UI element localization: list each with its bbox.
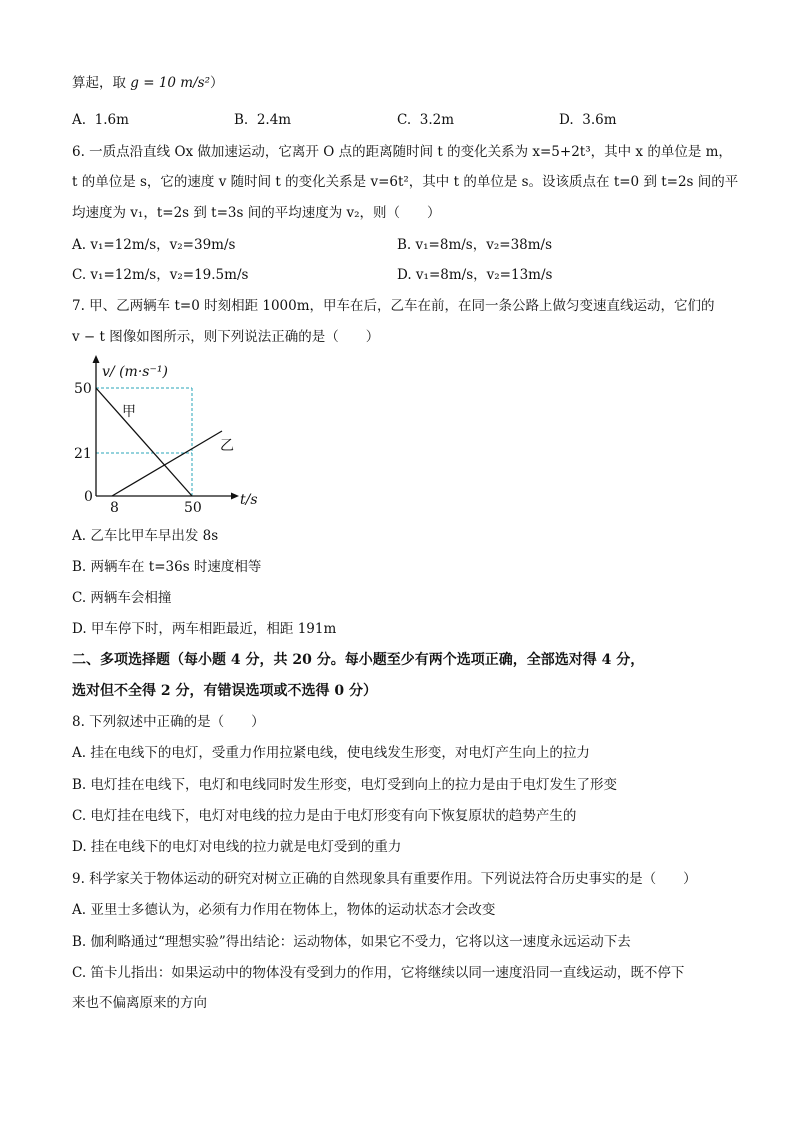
q6-option-c: C. v₁=12m/s，v₂=19.5m/s [72,267,249,283]
q7-option-a: A. 乙车比甲车早出发 8s [72,528,219,544]
q7-stem-line2: v − t 图像如图所示，则下列说法正确的是（ ） [72,329,380,345]
y-axis-label: v/ (m·s⁻¹) [102,364,168,380]
q6-option-d: D. v₁=8m/s，v₂=13m/s [397,267,553,283]
q6-stem-line1: 6. 一质点沿直线 Ox 做加速运动，它离开 O 点的距离随时间 t 的变化关系为 x=5+2t³，其中 x 的单位是 m， [72,144,732,160]
q5-tail-close: ） [210,75,224,91]
q6-stem-line2: t 的单位是 s，它的速度 v 随时间 t 的变化关系是 v=6t²，其中 t 的单位是 s。设该质点在 t=0 到 t=2s 间的平 [72,174,739,190]
q8-stem: 8. 下列叙述中正确的是（ ） [72,714,265,730]
x-tick-8: 8 [110,500,119,516]
y-tick-50: 50 [74,381,92,397]
q7-option-b: B. 两辆车在 t=36s 时速度相等 [72,559,262,575]
q8-option-b: B. 电灯挂在电线下，电灯和电线同时发生形变，电灯受到向上的拉力是由于电灯发生了形变 [72,777,618,793]
q5-tail [72,74,224,92]
series-jia-line [96,388,192,496]
q8-option-a: A. 挂在电线下的电灯，受重力作用拉紧电线，使电线发生形变，对电灯产生向上的拉力 [72,745,590,761]
x-axis-label: t/s [240,492,258,508]
series-jia-label: 甲 [122,404,136,420]
q8-option-c: C. 电灯挂在电线下，电灯对电线的拉力是由于电灯形变有向下恢复原状的趋势产生的 [72,808,577,824]
q5-option-a: A. 1.6m [72,112,129,128]
q7-option-d: D. 甲车停下时，两车相距最近，相距 191m [72,621,337,637]
q5-tail-text: 算起，取 [72,75,131,91]
q9-option-b: B. 伽利略通过“理想实验”得出结论：运动物体，如果它不受力，它将以这一速度永远运动下去 [72,934,631,950]
q8-option-d: D. 挂在电线下的电灯对电线的拉力就是电灯受到的重力 [72,839,402,855]
q7-stem-line1: 7. 甲、乙两辆车 t=0 时刻相距 1000m，甲车在后，乙车在前，在同一条公路上做匀变速直线运动，它们的 [72,298,715,314]
q5-option-b: B. 2.4m [234,112,292,128]
q9-stem: 9. 科学家关于物体运动的研究对树立正确的自然现象具有重要作用。下列说法符合历史事实的是（ ） [72,871,697,887]
x-tick-50: 50 [184,500,202,516]
y-axis-arrow [93,355,100,363]
q7-vt-graph [72,352,272,520]
q5-formula: g = 10 m/s² [130,75,210,91]
section2-heading-line2: 选对但不全得 2 分，有错误选项或不选得 0 分） [72,683,377,699]
x-axis-arrow [231,493,239,500]
q5-option-c: C. 3.2m [397,112,455,128]
q9-option-a: A. 亚里士多德认为，必须有力作用在物体上，物体的运动状态才会改变 [72,902,496,918]
series-yi-line [112,431,222,496]
q9-option-c: C. 笛卡儿指出：如果运动中的物体没有受到力的作用，它将继续以同一速度沿同一直线运动，既不停下 [72,965,685,981]
q6-option-a: A. v₁=12m/s，v₂=39m/s [72,237,236,253]
q6-stem-line3: 均速度为 v₁，t=2s 到 t=3s 间的平均速度为 v₂，则（ ） [72,205,441,221]
q7-option-c: C. 两辆车会相撞 [72,590,172,606]
y-tick-21: 21 [74,446,92,462]
q5-option-d: D. 3.6m [559,112,617,128]
y-tick-0: 0 [84,489,93,505]
series-yi-label: 乙 [220,438,234,454]
q6-option-b: B. v₁=8m/s，v₂=38m/s [397,237,553,253]
section2-heading-line1: 二、多项选择题（每小题 4 分，共 20 分。每小题至少有两个选项正确，全部选对得 4 分， [72,652,645,668]
q9-option-c-continuation: 来也不偏离原来的方向 [72,995,207,1011]
